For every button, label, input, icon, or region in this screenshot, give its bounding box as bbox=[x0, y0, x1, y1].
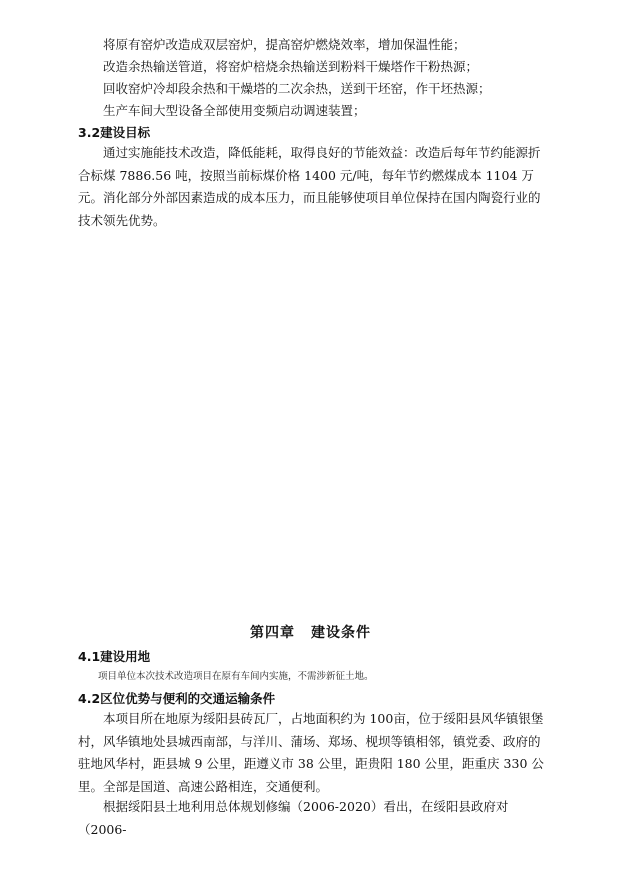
chapter-name: 建设条件 bbox=[311, 625, 371, 641]
chapter-number: 第四章 bbox=[250, 625, 295, 641]
chapter-title bbox=[0, 622, 621, 642]
goal-paragraph: 通过实施能技术改造，降低能耗，取得良好的节能效益：改造后每年节约能源折合标煤 7886.56 吨，按照当前标煤价格 1400 元/吨，每年节约燃煤成本 1104 万元。消化部分外部因素造成的成本压力，而且能够使项目单位保持在国内陶瓷行业的技术领先优势。 bbox=[78, 145, 541, 228]
bullet-variable-frequency: 生产车间大型设备全部使用变频启动调速装置； bbox=[103, 103, 366, 118]
bullet-double-layer-kiln: 将原有窑炉改造成双层窑炉，提高窑炉燃烧效率，增加保温性能； bbox=[103, 37, 466, 52]
bullet-waste-heat-pipe: 改造余热输送管道，将窑炉棓烧余热输送到粉料干燥塔作干粉热源； bbox=[103, 59, 479, 74]
land-note: 项目单位本次技术改造项目在原有车间内实施，不需涉新征土地。 bbox=[98, 671, 374, 682]
planning-paragraph: 根据绥阳县土地利用总体规划修编（2006-2020）看出，在绥阳县政府对（2006- bbox=[78, 799, 509, 837]
location-paragraph: 本项目所在地原为绥阳县砖瓦厂，占地面积约为 100亩，位于绥阳县风华镇银堡村，风华镇地处县城西南部，与洋川、蒲场、郑场、枧坝等镇相邻，镇党委、政府的驻地风华村，距县城 9 公里，距遵义市 38 公里，距贵阳 180 公里，距重庆 330 公里。全部是国道、高速公路相连，交通便利。 bbox=[78, 711, 544, 794]
bullet-heat-recovery: 回收窑炉冷却段余热和干燥塔的二次余热，送到干坯窑，作干坯热源； bbox=[103, 81, 491, 96]
section-heading-3-2: 3.2建设目标 bbox=[78, 125, 151, 140]
section-heading-4-1: 4.1建设用地 bbox=[78, 649, 151, 664]
section-heading-4-2: 4.2区位优势与便利的交通运输条件 bbox=[78, 691, 276, 706]
